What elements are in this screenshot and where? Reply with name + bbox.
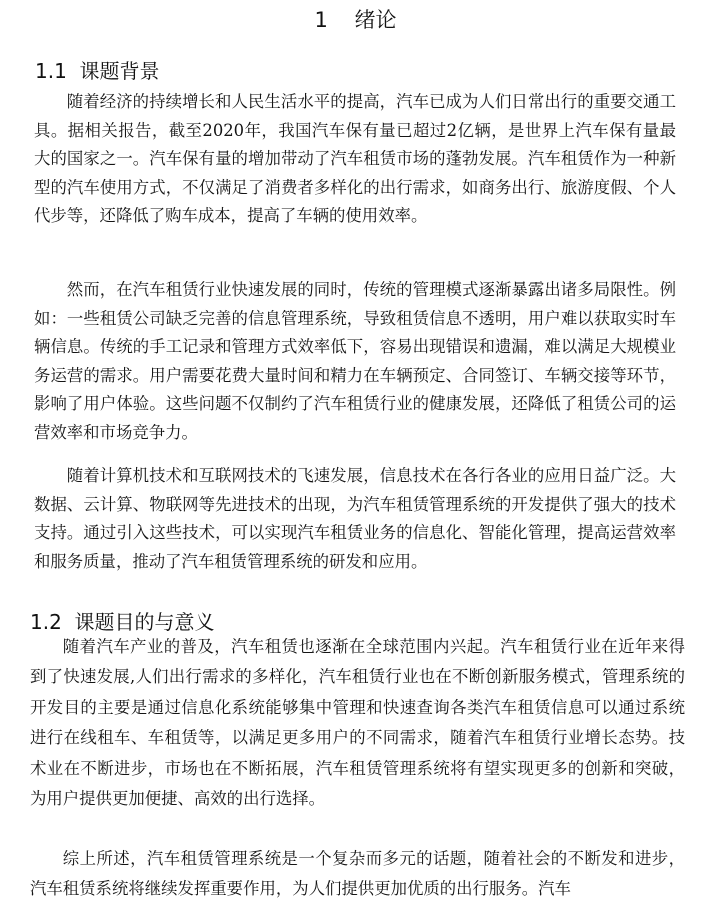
paragraph-background-1: 随着经济的持续增长和人民生活水平的提高，汽车已成为人们日常出行的重要交通工具。据相关报告，截至2020年，我国汽车保有量已超过2亿辆，是世界上汽车保有量最大的国家之一。汽车保有量的增加带动了汽车租赁市场的蓬勃发展。汽车租赁作为一种新型的汽车使用方式，不仅满足了消费者多样化的出行需求，如商务出行、旅游度假、个人代步等，还降低了购车成本，提高了车辆的使用效率。 <box>34 92 676 226</box>
paragraph-background-2: 然而，在汽车租赁行业快速发展的同时，传统的管理模式逐渐暴露出诸多局限性。例如：一些租赁公司缺乏完善的信息管理系统，导致租赁信息不透明，用户难以获取实时车辆信息。传统的手工记录和管理方式效率低下，容易出现错误和遗漏，难以满足大规模业务运营的需求。用户需要花费大量时间和精力在车辆预定、合同签订、车辆交接等环节，影响了用户体验。这些问题不仅制约了汽车租赁行业的健康发展，还降低了租赁公司的运营效率和市场竞争力。 <box>34 280 676 442</box>
chapter-title: 1 绪论 <box>314 8 397 32</box>
section-heading-purpose: 1.2 课题目的与意义 <box>30 610 215 634</box>
paragraph-purpose-1: 随着汽车产业的普及，汽车租赁也逐渐在全球范围内兴起。汽车租赁行业在近年来得到了快速发展,人们出行需求的多样化，汽车租赁行业也在不断创新服务模式，管理系统的开发目的主要是通过信息化系统能够集中管理和快速查询各类汽车租赁信息可以通过系统进行在线租车、车租赁等，以满足更多用户的不同需求，随着汽车租赁行业增长态势。技术业在不断进步，市场也在不断拓展，汽车租赁管理系统将有望实现更多的创新和突破，为用户提供更加便捷、高效的出行选择。 <box>30 637 685 809</box>
paragraph-purpose-2: 综上所述，汽车租赁管理系统是一个复杂而多元的话题，随着社会的不断发和进步，汽车租赁系统将继续发挥重要作用，为人们提供更加优质的出行服务。汽车 <box>30 849 685 899</box>
section-heading-background: 1.1 课题背景 <box>35 59 160 83</box>
paragraph-background-3: 随着计算机技术和互联网技术的飞速发展，信息技术在各行各业的应用日益广泛。大数据、云计算、物联网等先进技术的出现，为汽车租赁管理系统的开发提供了强大的技术支持。通过引入这些技术，可以实现汽车租赁业务的信息化、智能化管理，提高运营效率和服务质量，推动了汽车租赁管理系统的研发和应用。 <box>34 466 676 571</box>
